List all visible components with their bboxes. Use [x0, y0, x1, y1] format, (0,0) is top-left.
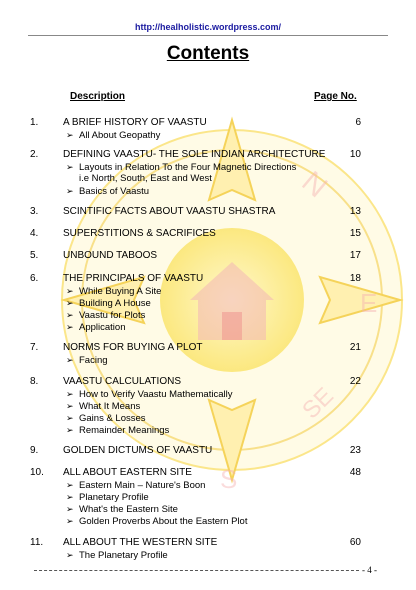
subtopic-list	[66, 285, 161, 333]
subtopic-list	[66, 129, 160, 141]
entry-number: 2.	[30, 149, 39, 160]
subtopic-list	[66, 388, 232, 436]
entry-page-number: 6	[355, 117, 361, 128]
subtopic-label: Application	[79, 322, 126, 333]
subtopic-item	[66, 491, 247, 503]
subtopic-item	[66, 354, 108, 366]
header-url-link[interactable]: http://healholistic.wordpress.com/	[134, 22, 282, 32]
subtopic-item	[66, 173, 296, 185]
subtopic-label: What's the Eastern Site	[79, 504, 178, 515]
subtopic-label: Facing	[79, 355, 108, 366]
entry-page-number: 23	[349, 445, 361, 456]
subtopic-item	[66, 129, 160, 141]
arrow-bullet-icon: ➢	[66, 162, 74, 172]
arrow-bullet-icon: ➢	[66, 480, 74, 490]
subtopic-label: i.e North, South, East and West	[79, 173, 212, 184]
arrow-bullet-icon: ➢	[66, 425, 74, 435]
subtopic-list	[66, 161, 296, 197]
entry-title: ALL ABOUT THE WESTERN SITE	[63, 537, 218, 548]
page-title: Contents	[166, 43, 250, 64]
entry-page-number: 18	[349, 273, 361, 284]
subtopic-label: Basics of Vaastu	[79, 186, 150, 197]
entry-number: 5.	[30, 250, 39, 261]
entry-title: UNBOUND TABOOS	[63, 250, 158, 261]
arrow-bullet-icon: ➢	[66, 516, 74, 526]
footer-page-number: - 4 -	[362, 565, 377, 575]
arrow-bullet-icon: ➢	[66, 298, 74, 308]
subtopic-item	[66, 412, 232, 424]
arrow-bullet-icon: ➢	[66, 413, 74, 423]
arrow-bullet-icon: ➢	[66, 492, 74, 502]
arrow-bullet-icon: ➢	[66, 310, 74, 320]
subtopic-item	[66, 321, 161, 333]
entry-title: DEFINING VAASTU- THE SOLE INDIAN ARCHITECTURE	[63, 149, 326, 160]
subtopic-item	[66, 161, 296, 173]
column-header-page: Page No.	[314, 91, 357, 102]
entry-page-number: 60	[349, 537, 361, 548]
entry-number: 7.	[30, 342, 39, 353]
entry-title: VAASTU CALCULATIONS	[63, 376, 181, 387]
entry-number: 4.	[30, 228, 39, 239]
entry-page-number: 13	[349, 206, 361, 217]
subtopic-label: All About Geopathy	[79, 130, 161, 141]
subtopic-item	[66, 285, 161, 297]
subtopic-label: Golden Proverbs About the Eastern Plot	[79, 516, 248, 527]
subtopic-label: How to Verify Vaastu Mathematically	[79, 389, 233, 400]
subtopic-label: Building A House	[79, 298, 151, 309]
subtopic-item	[66, 388, 232, 400]
arrow-bullet-icon: ➢	[66, 504, 74, 514]
arrow-bullet-icon: ➢	[66, 389, 74, 399]
entry-number: 11.	[30, 537, 44, 548]
subtopic-item	[66, 424, 232, 436]
entry-title: NORMS FOR BUYING A PLOT	[63, 342, 203, 353]
entry-page-number: 15	[349, 228, 361, 239]
subtopic-list	[66, 354, 108, 366]
subtopic-label: Eastern Main – Nature's Boon	[79, 480, 206, 491]
watermark-letter-e: E	[360, 288, 378, 318]
footer-divider	[34, 570, 359, 571]
subtopic-label: While Buying A Site	[79, 286, 162, 297]
entry-number: 1.	[30, 117, 39, 128]
watermark-letter-s: S	[220, 464, 238, 494]
arrow-bullet-icon: ➢	[66, 286, 74, 296]
entry-number: 10.	[30, 467, 44, 478]
subtopic-item	[66, 309, 161, 321]
arrow-bullet-icon: ➢	[66, 401, 74, 411]
subtopic-item	[66, 400, 232, 412]
entry-title: A BRIEF HISTORY OF VAASTU	[63, 117, 207, 128]
column-header-description: Description	[70, 91, 126, 102]
arrow-bullet-icon: ➢	[66, 550, 74, 560]
entry-title: SUPERSTITIONS & SACRIFICES	[63, 228, 216, 239]
arrow-bullet-icon: ➢	[66, 186, 74, 196]
subtopic-item	[66, 185, 296, 197]
watermark-letter-se: SE	[297, 382, 339, 425]
entry-number: 8.	[30, 376, 39, 387]
entry-title: SCINTIFIC FACTS ABOUT VAASTU SHASTRA	[63, 206, 276, 217]
arrow-bullet-icon: ➢	[66, 322, 74, 332]
entry-number: 9.	[30, 445, 39, 456]
arrow-bullet-icon: ➢	[66, 130, 74, 140]
subtopic-list	[66, 479, 247, 527]
subtopic-label: What It Means	[79, 401, 141, 412]
subtopic-label: Gains & Losses	[79, 413, 146, 424]
subtopic-item	[66, 549, 168, 561]
subtopic-list	[66, 549, 168, 561]
entry-number: 6.	[30, 273, 39, 284]
subtopic-item	[66, 297, 161, 309]
entry-page-number: 21	[349, 342, 361, 353]
entry-page-number: 17	[349, 250, 361, 261]
entry-page-number: 22	[349, 376, 361, 387]
entry-page-number: 10	[349, 149, 361, 160]
subtopic-label: The Planetary Profile	[79, 550, 168, 561]
subtopic-item	[66, 479, 247, 491]
arrow-bullet-icon: ➢	[66, 355, 74, 365]
entry-title: ALL ABOUT EASTERN SITE	[63, 467, 192, 478]
watermark-letter-n: N	[295, 165, 334, 205]
header-divider	[28, 35, 388, 36]
entry-number: 3.	[30, 206, 39, 217]
subtopic-item	[66, 503, 247, 515]
subtopic-label: Layouts in Relation To the Four Magnetic Directions	[79, 162, 297, 173]
entry-title: GOLDEN DICTUMS OF VAASTU	[63, 445, 213, 456]
entry-page-number: 48	[349, 467, 361, 478]
entry-title: THE PRINCIPALS OF VAASTU	[63, 273, 204, 284]
subtopic-label: Remainder Meanings	[79, 425, 170, 436]
subtopic-label: Planetary Profile	[79, 492, 149, 503]
subtopic-item	[66, 515, 247, 527]
subtopic-label: Vaastu for Plots	[79, 310, 146, 321]
